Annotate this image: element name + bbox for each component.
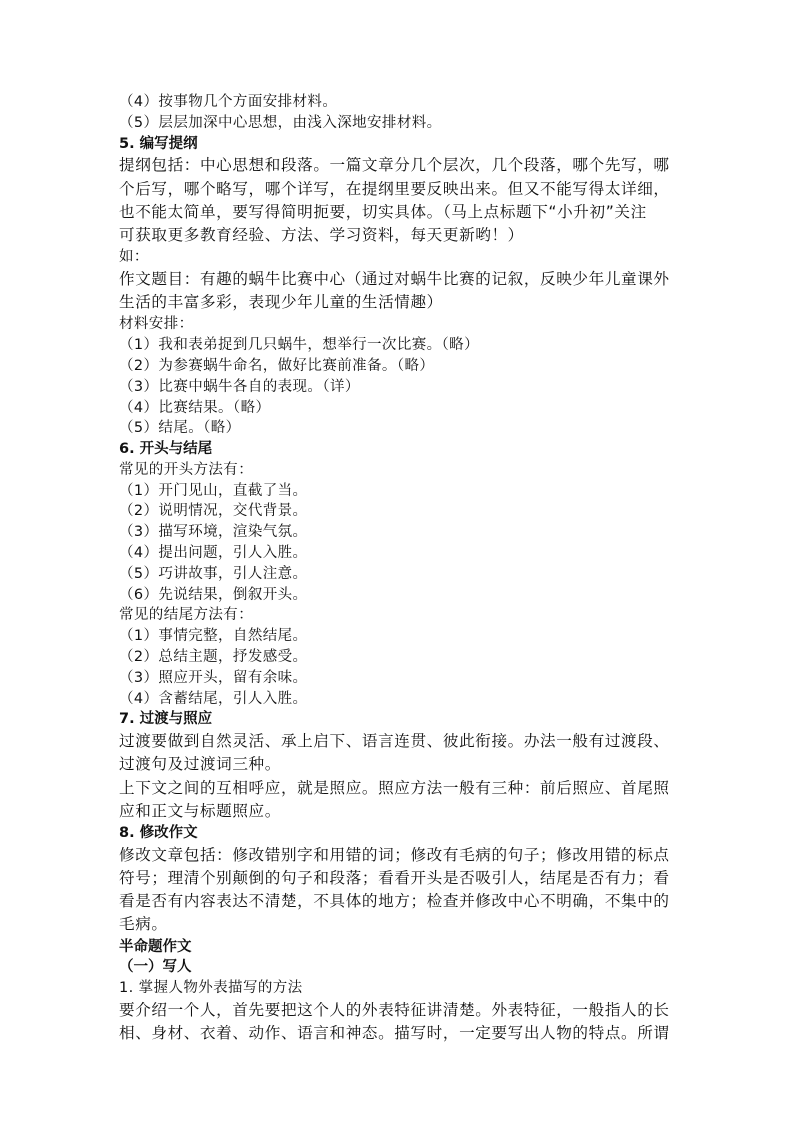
text-line: （2）总结主题，抒发感受。: [119, 649, 308, 666]
paragraph-line: 过渡要做到自然灵活、承上启下、语言连贯、彼此衔接。办法一般有过渡段、: [119, 732, 670, 751]
text-line: （3）比赛中蜗牛各自的表现。（详）: [119, 378, 360, 395]
text-line: （2）说明情况，交代背景。: [119, 503, 308, 520]
paragraph-line: 应和正文与标题照应。: [119, 801, 281, 820]
section-heading: 5. 编写提纲: [119, 135, 198, 152]
paragraph-line: 要介绍一个人，首先要把这个人的外表特征讲清楚。外表特征，一般指人的长: [119, 1000, 670, 1019]
text-line: （5）巧讲故事，引人注意。: [119, 565, 308, 582]
paragraph-line: 个后写，哪个略写，哪个详写，在提纲里要反映出来。但又不能写得太详细，: [119, 179, 670, 198]
section-heading: 7. 过渡与照应: [119, 711, 213, 728]
text-line: 材料安排：: [119, 316, 194, 333]
paragraph-line: 过渡句及过渡词三种。: [119, 755, 281, 774]
paragraph-line: 毛病。: [119, 915, 168, 934]
text-line: 如：: [119, 249, 149, 266]
paragraph-line: 上下文之间的互相呼应，就是照应。照应方法一般有三种：前后照应、首尾照: [119, 778, 670, 797]
text-line: （1）事情完整，自然结尾。: [119, 628, 308, 645]
paragraph-line: 可获取更多教育经验、方法、学习资料，每天更新哟！）: [119, 225, 524, 244]
paragraph-line: 相、身材、衣着、动作、语言和神态。描写时，一定要写出人物的特点。所谓: [119, 1024, 670, 1043]
paragraph-line: 修改文章包括：修改错别字和用错的词；修改有毛病的句子；修改用错的标点: [119, 845, 670, 864]
paragraph-line: 提纲包括：中心思想和段落。一篇文章分几个层次，几个段落，哪个先写，哪: [119, 156, 670, 175]
text-line: （6）先说结果，倒叙开头。: [119, 586, 308, 603]
paragraph-line: 看是否有内容表达不清楚，不具体的地方；检查并修改中心不明确，不集中的: [119, 892, 670, 911]
text-line: （4）按事物几个方面安排材料。: [119, 94, 338, 110]
text-line: （4）提出问题，引人入胜。: [119, 545, 308, 562]
paragraph-line: 作文题目：有趣的蜗牛比赛中心（通过对蜗牛比赛的记叙，反映少年儿童课外: [119, 269, 670, 288]
text-line: （4）比赛结果。（略）: [119, 399, 271, 416]
text-line: （2）为参赛蜗牛命名，做好比赛前准备。（略）: [119, 357, 435, 374]
text-line: 1. 掌握人物外表描写的方法: [119, 980, 303, 997]
section-heading: （一）写人: [119, 959, 192, 976]
text-line: （3）描写环境，渲染气氛。: [119, 524, 308, 541]
section-heading: 8. 修改作文: [119, 825, 198, 841]
text-line: （1）我和表弟捉到几只蜗牛，想举行一次比赛。（略）: [119, 337, 479, 354]
paragraph-line: 符号；理清个别颠倒的句子和段落；看看开头是否吸引人，结尾是否有力；看: [119, 868, 670, 887]
document-page: [119, 92, 679, 1045]
text-line: 常见的开头方法有：: [119, 461, 254, 478]
text-line: （5）层层加深中心思想，由浅入深地安排材料。: [119, 114, 442, 131]
text-line: （3）照应开头，留有余味。: [119, 669, 308, 686]
text-line: （4）含蓄结尾，引人入胜。: [119, 690, 308, 707]
paragraph-line: 生活的丰富多彩，表现少年儿童的生活情趣）: [119, 293, 443, 312]
paragraph-line: 也不能太简单，要写得简明扼要，切实具体。（马上点标题下“小升初”关注: [119, 202, 647, 221]
text-line: （1）开门见山，直截了当。: [119, 482, 308, 499]
text-line: 常见的结尾方法有：: [119, 607, 254, 624]
section-heading: 6. 开头与结尾: [119, 441, 213, 458]
section-heading: 半命题作文: [119, 938, 192, 955]
text-line: （5）结尾。（略）: [119, 420, 241, 437]
